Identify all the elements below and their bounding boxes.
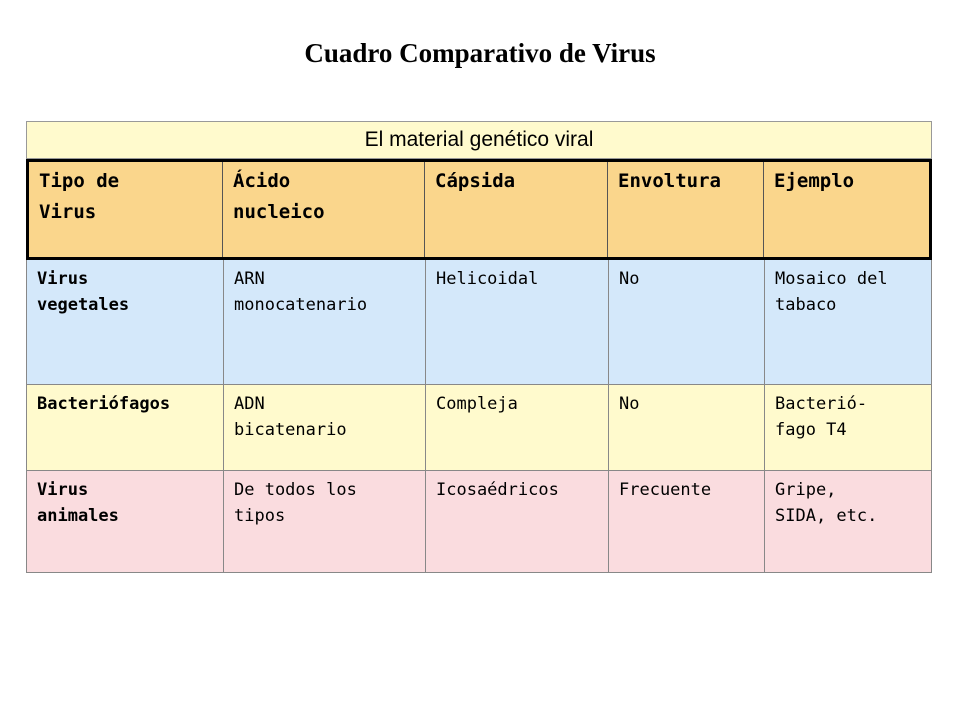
cell-nucleic-acid: ARN monocatenario xyxy=(224,260,426,384)
header-capsida: Cápsida xyxy=(425,162,608,257)
cell-example: Mosaico del tabaco xyxy=(775,269,888,315)
cell-type: Bacteriófagos xyxy=(27,385,224,470)
cell-nucleic-acid: ADN bicatenario xyxy=(224,385,426,470)
table-banner: El material genético viral xyxy=(26,121,932,159)
cell-capsid: Compleja xyxy=(426,385,609,470)
cell-envelope: Frecuente xyxy=(609,471,765,572)
cell-type: Virus vegetales xyxy=(27,260,224,384)
header-tipo-de-virus: Tipo de Virus xyxy=(29,162,223,257)
cell-example: Bacterió- fago T4 xyxy=(775,394,868,440)
cell-capsid: Icosaédricos xyxy=(426,471,609,572)
table-header-row xyxy=(26,159,932,260)
table-row-virus-animales xyxy=(26,471,932,573)
cell-envelope: No xyxy=(609,385,765,470)
header-ejemplo: Ejemplo xyxy=(764,162,929,257)
header-envoltura: Envoltura xyxy=(608,162,764,257)
cell-type: Virus animales xyxy=(27,471,224,572)
cell-capsid: Helicoidal xyxy=(426,260,609,384)
cell-envelope: No xyxy=(609,260,765,384)
comparison-table xyxy=(26,121,932,573)
cell-example: Gripe, SIDA, etc. xyxy=(775,480,878,526)
header-acido-nucleico: Ácido nucleico xyxy=(223,162,425,257)
cell-nucleic-acid: De todos los tipos xyxy=(224,471,426,572)
table-row-bacteriofagos xyxy=(26,385,932,471)
table-row-virus-vegetales xyxy=(26,260,932,385)
page-title: Cuadro Comparativo de Virus xyxy=(304,38,656,68)
